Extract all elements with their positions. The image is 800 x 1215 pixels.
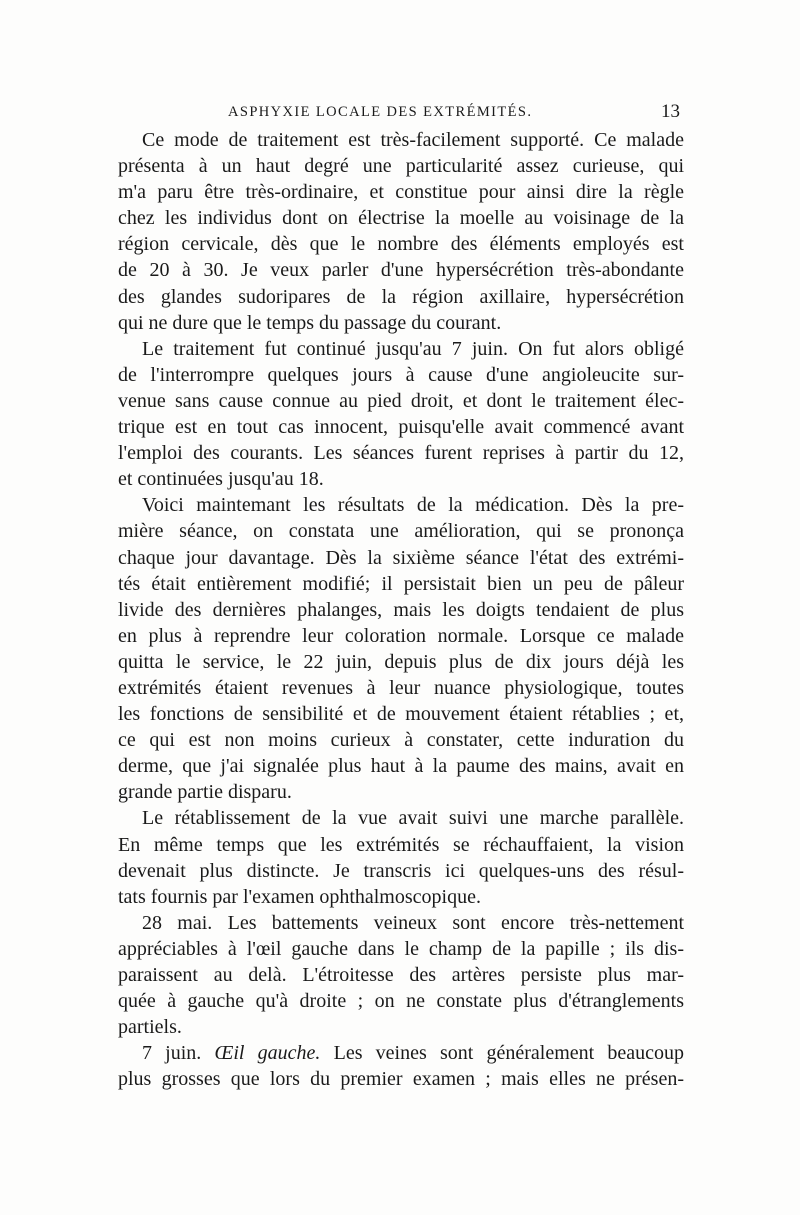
text-line: En même temps que les extrémités se réchauffaient, la vision [118,833,684,856]
text-line: partiels. [118,1016,182,1039]
text-line: Ce mode de traitement est très-facilement supporté. Ce malade [142,129,684,151]
text-line: extrémités étaient revenues à leur nuance physiologique, toutes [118,676,684,699]
text-line: chaque jour davantage. Dès la sixième séance l'état des extrémi- [118,546,684,569]
text-line: grande partie disparu. [118,781,292,804]
text-run: Les veines sont généralement beaucoup [320,1042,684,1065]
text-line: derme, que j'ai signalée plus haut à la paume des mains, avait en [118,755,684,778]
text-line: ce qui est non moins curieux à constater, cette induration du [118,729,684,752]
body-text [118,127,684,1092]
text-line: les fonctions de sensibilité et de mouvement étaient rétablies ; et, [118,703,684,726]
text-line: quée à gauche qu'à droite ; on ne constate plus d'étranglements [118,990,684,1013]
text-line: de 20 à 30. Je veux parler d'une hypersécrétion très-abondante [118,259,684,282]
text-line: en plus à reprendre leur coloration normale. Lorsque ce malade [118,624,684,647]
text-line: région cervicale, dès que le nombre des éléments employés est [118,233,684,256]
text-line: et continuées jusqu'au 18. [118,468,324,491]
running-head [118,101,680,125]
text-line: venue sans cause connue au pied droit, et dont le traitement élec- [118,389,684,412]
text-run: 7 juin. [142,1042,215,1065]
text-line: tats fournis par l'examen ophthalmoscopique. [118,885,481,908]
text-line: de l'interrompre quelques jours à cause d'une angioleucite sur- [118,363,684,386]
text-line: Le traitement fut continué jusqu'au 7 juin. On fut alors obligé [142,337,684,360]
text-line: tés était entièrement modifié; il persistait bien un peu de pâleur [118,572,684,595]
text-line: paraissent au delà. L'étroitesse des artères persiste plus mar- [118,964,684,986]
text-line: mière séance, on constata une amélioration, qui se prononça [118,520,684,543]
text-line: livide des dernières phalanges, mais les doigts tendaient de plus [118,598,684,621]
text-line: Le rétablissement de la vue avait suivi une marche parallèle. [142,807,684,830]
page-number: 13 [661,101,680,122]
text-line: des glandes sudoripares de la région axillaire, hypersécrétion [118,285,684,308]
text-line: l'emploi des courants. Les séances furent reprises à partir du 12, [118,442,684,465]
text-line: qui ne dure que le temps du passage du courant. [118,311,502,334]
text-line: devenait plus distincte. Je transcris ici quelques-uns des résul- [118,859,684,882]
text-line [118,1040,684,1066]
text-line: plus grosses que lors du premier examen ; mais elles ne présen- [118,1068,684,1091]
running-title: ASPHYXIE LOCALE DES EXTRÉMITÉS. [228,104,533,120]
text-line: chez les individus dont on électrise la moelle au voisinage de la [118,207,684,230]
text-line: présenta à un haut degré une particularité assez curieuse, qui [118,155,684,178]
text-line: m'a paru être très-ordinaire, et constitue pour ainsi dire la règle [118,181,684,204]
text-line: quitta le service, le 22 juin, depuis plus de dix jours déjà les [118,650,684,673]
text-line: 28 mai. Les battements veineux sont encore très-nettement [142,911,684,934]
text-line: appréciables à l'œil gauche dans le champ de la papille ; ils dis- [118,937,684,960]
text-line: trique est en tout cas innocent, puisqu'elle avait commencé avant [118,416,684,439]
italic-text-run: Œil gauche. [214,1042,321,1065]
text-line: Voici maintemant les résultats de la médication. Dès la pre- [142,494,684,517]
